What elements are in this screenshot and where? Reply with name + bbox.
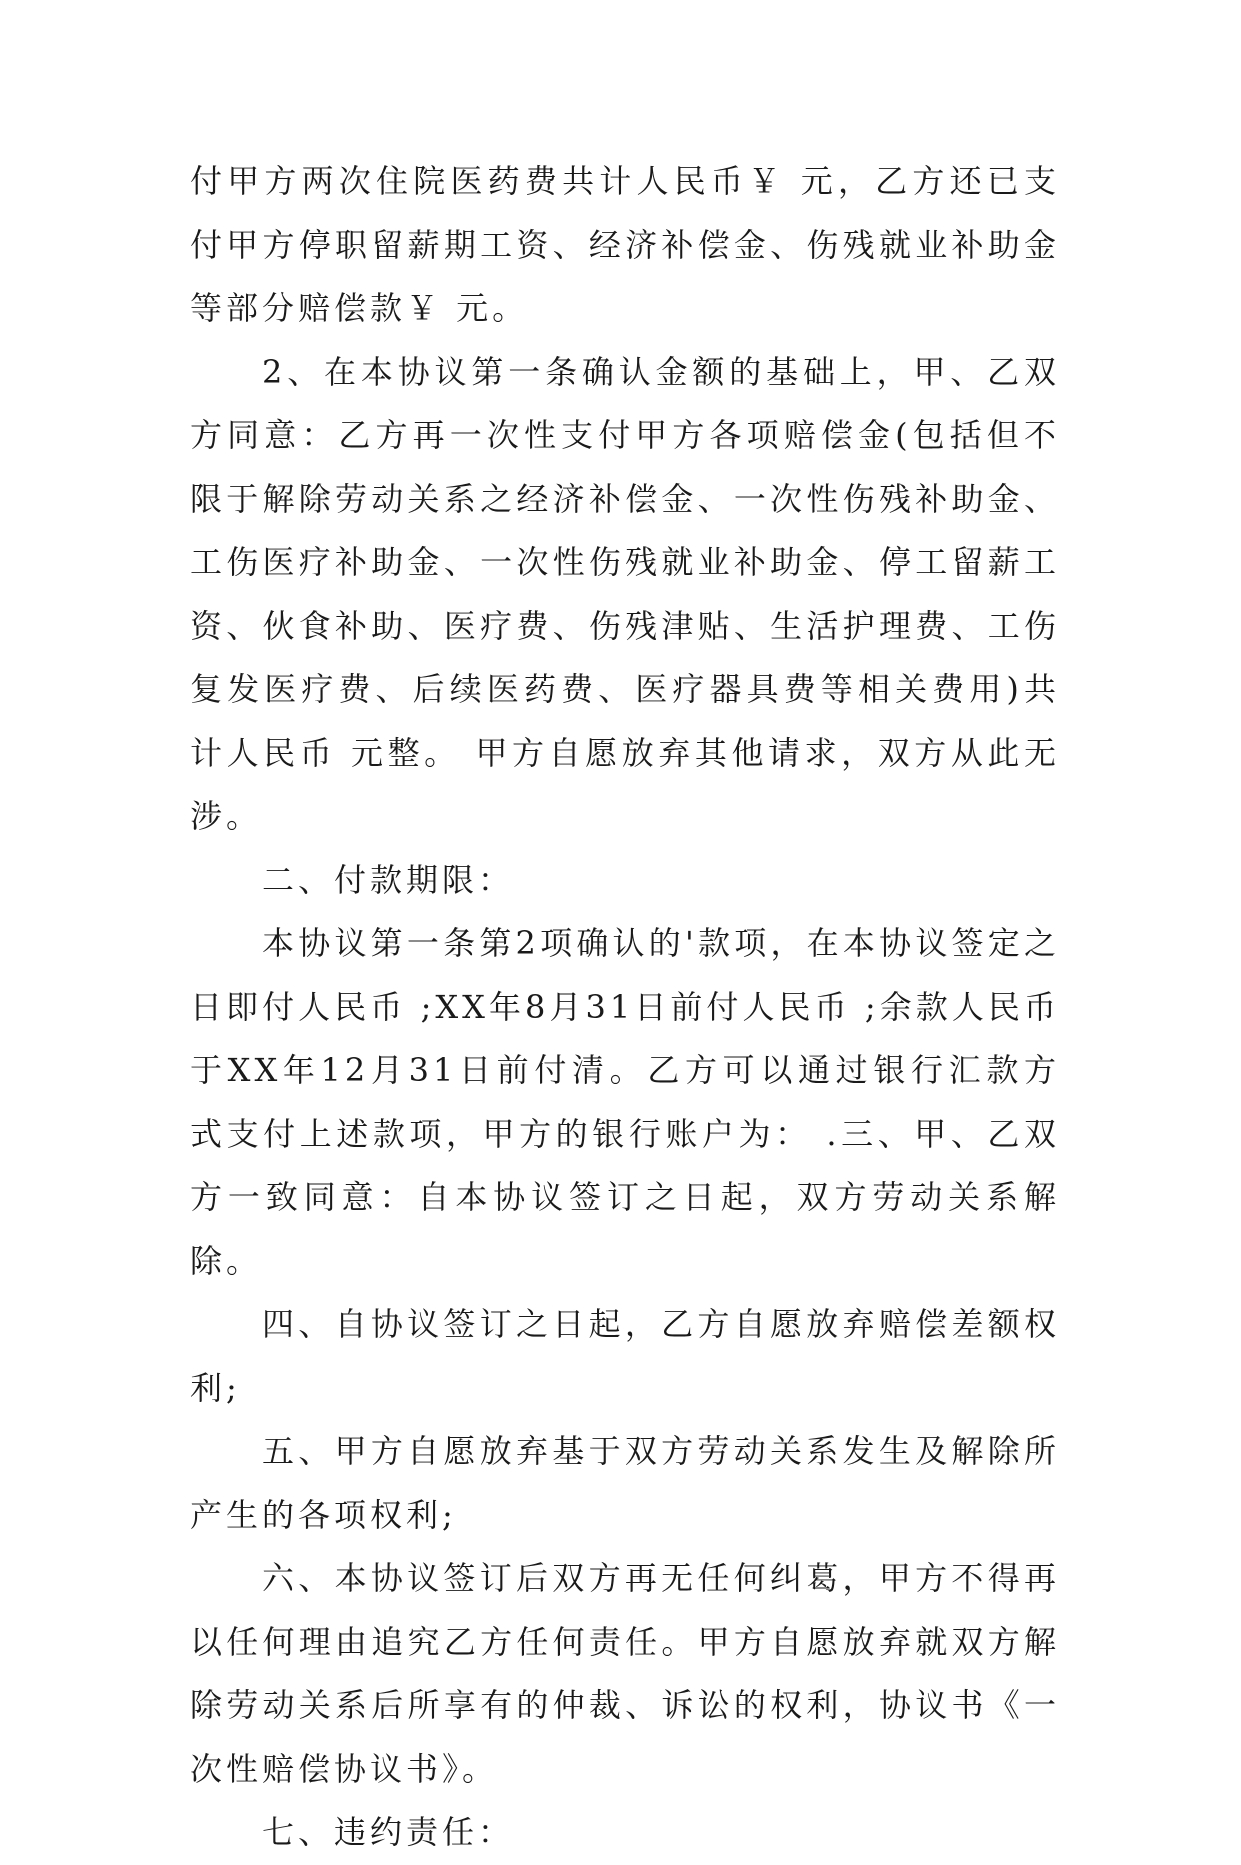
- document-page: [190, 150, 1060, 1865]
- paragraph-clause-5: 五、甲方自愿放弃基于双方劳动关系发生及解除所产生的各项权利;: [190, 1432, 1060, 1534]
- heading-breach-liability: 七、违约责任：: [262, 1813, 515, 1851]
- heading-payment-term: 二、付款期限：: [262, 860, 515, 899]
- paragraph-clause-2: 2、在本协议第一条确认金额的基础上，甲、乙双方同意：乙方再一次性支付甲方各项赔偿金(包括但不限于解除劳动关系之经济补偿金、一次性伤残补助金、工伤医疗补助金、一次性伤残就业补助金、停工留薪工资、伙食补助、医疗费、伤残津贴、生活护理费、工伤复发医疗费、后续医药费、医疗器具费等相关费用)共计人民币 元整。 甲方自愿放弃其他请求，双方从此无涉。: [190, 352, 1060, 835]
- paragraph-clause-6: 六、本协议签订后双方再无任何纠葛，甲方不得再以任何理由追究乙方任何责任。甲方自愿放弃就双方解除劳动关系后所享有的仲裁、诉讼的权利，协议书《一次性赔偿协议书》。: [190, 1559, 1060, 1788]
- paragraph-clause-4: 四、自协议签订之日起，乙方自愿放弃赔偿差额权利;: [190, 1305, 1060, 1407]
- paragraph-payment-schedule: 本协议第一条第2项确认的'款项，在本协议签定之日即付人民币 ;XX年8月31日前付人民币 ;余款人民币 于XX年12月31日前付清。乙方可以通过银行汇款方式支付上述款项，甲方的银行账户为： .三、甲、乙双方一致同意：自本协议签订之日起，双方劳动关系解除。: [190, 924, 1060, 1280]
- paragraph-payment-summary: 付甲方两次住院医药费共计人民币￥ 元，乙方还已支付甲方停职留薪期工资、经济补偿金、伤残就业补助金等部分赔偿款￥ 元。: [190, 162, 1060, 327]
